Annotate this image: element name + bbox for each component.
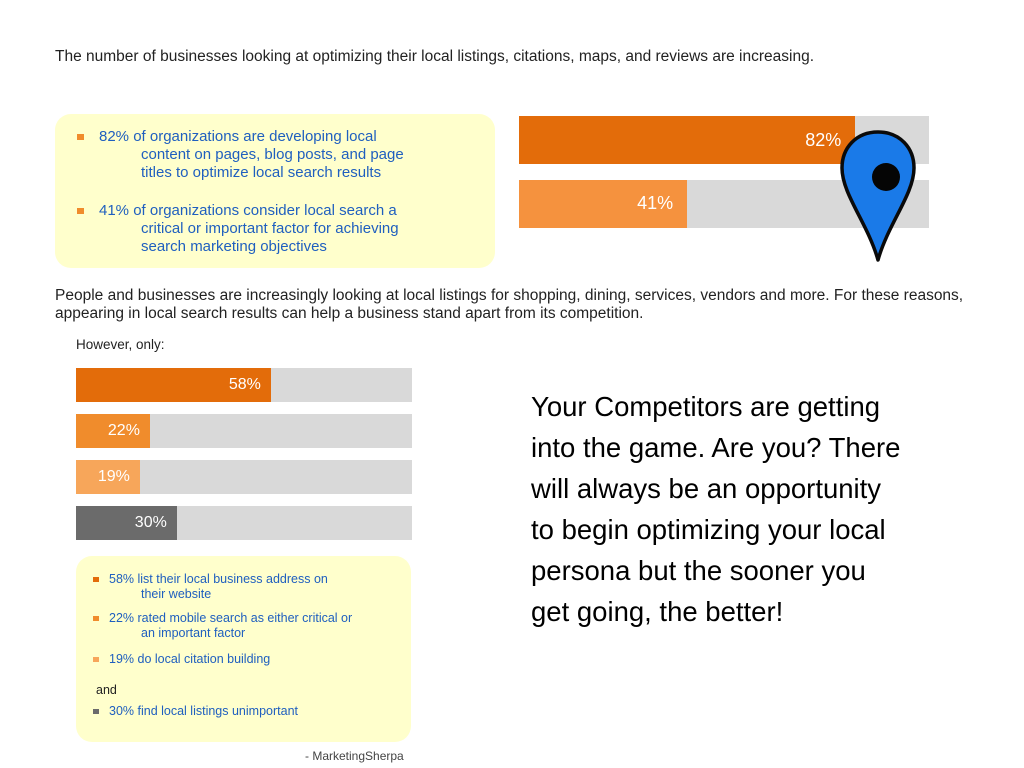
callout-item-58-line-1: 58% list their local business address on xyxy=(109,572,328,586)
callout-item-1-line-3: titles to optimize local search results xyxy=(141,164,382,181)
bar-track xyxy=(76,368,412,402)
bar-label: 22% xyxy=(107,422,140,439)
and-text: and xyxy=(96,683,117,697)
callout-item-1-line-1: 82% of organizations are developing local xyxy=(99,128,377,145)
callout-item-19-line-1: 19% do local citation building xyxy=(109,652,271,666)
callout-item-22 xyxy=(93,611,352,641)
map-pin-icon xyxy=(838,128,918,266)
bullet-square-icon xyxy=(93,577,99,582)
callout-item-30 xyxy=(93,704,298,719)
callout-item-2-line-1: 41% of organizations consider local search a xyxy=(99,202,397,219)
bullet-square-icon xyxy=(93,657,99,662)
bar-label: 41% xyxy=(637,193,674,213)
bullet-square-icon xyxy=(77,134,84,140)
callout-item-1-line-2: content on pages, blog posts, and page xyxy=(141,146,404,163)
callout-item-30-line-1: 30% find local listings unimportant xyxy=(109,704,298,718)
callout-item-22-line-1: 22% rated mobile search as either critical or xyxy=(109,611,353,625)
bar-track xyxy=(76,506,412,540)
callout-item-1 xyxy=(77,128,404,182)
bar-label: 19% xyxy=(97,468,130,485)
bar-label: 82% xyxy=(805,130,842,150)
side-message: Your Competitors are getting into the game. Are you? There will always be an opportunity to begin optimizing your local persona but the sooner you get going, the better! xyxy=(531,391,901,627)
bottom-callout xyxy=(76,556,411,742)
callout-item-19 xyxy=(93,652,270,667)
bar-track xyxy=(76,414,412,448)
callout-item-58 xyxy=(93,572,328,602)
bar-track xyxy=(76,460,412,494)
top-callout xyxy=(55,114,495,268)
intro-text: The number of businesses looking at optimizing their local listings, citations, maps, and reviews are increasing. xyxy=(55,48,815,65)
callout-item-58-line-2: their website xyxy=(141,587,212,601)
bar-label: 58% xyxy=(228,376,261,393)
bullet-square-icon xyxy=(93,616,99,621)
source-credit: - MarketingSherpa xyxy=(305,749,404,763)
callout-item-2-line-2: critical or important factor for achieving xyxy=(141,220,399,237)
callout-item-22-line-2: an important factor xyxy=(141,626,246,640)
bar-label: 30% xyxy=(134,514,167,531)
however-text: However, only: xyxy=(76,337,165,352)
bullet-square-icon xyxy=(77,208,84,214)
bullet-square-icon xyxy=(93,709,99,714)
callout-item-2-line-3: search marketing objectives xyxy=(141,238,327,255)
callout-item-2 xyxy=(77,202,399,256)
middle-text: People and businesses are increasingly looking at local listings for shopping, dining, services, vendors and more. For these reasons, appearing in local search results can help a business stand apart from its competition. xyxy=(55,287,964,322)
